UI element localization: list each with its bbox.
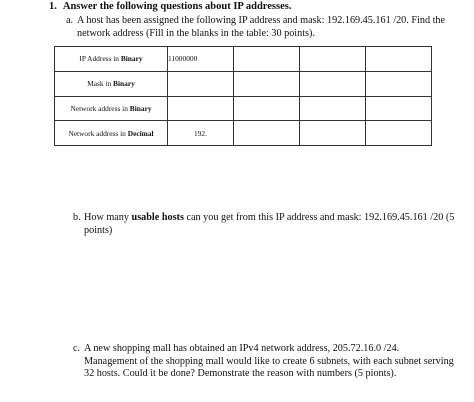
table-row-network-binary	[55, 96, 432, 121]
question-heading	[49, 1, 291, 12]
part-c-line-2: Management of the shopping mall would like to create 6 subnets, with each subnet serving	[84, 355, 454, 367]
table-cell-netdec-octet-2[interactable]	[234, 121, 300, 146]
table-cell-netbin-octet-2[interactable]	[234, 96, 300, 121]
table-cell-ip-octet-3[interactable]	[300, 47, 366, 72]
row-label-bold: Binary	[120, 54, 143, 64]
table-cell-ip-octet-4[interactable]	[366, 47, 432, 72]
row-label-mask-binary	[55, 71, 168, 96]
ip-address-table	[54, 46, 432, 146]
part-b-usable-hosts: usable hosts	[131, 212, 184, 223]
question-number: 1.	[49, 1, 57, 12]
part-c-text	[84, 343, 468, 381]
row-label-network-binary	[55, 96, 168, 121]
part-b-line-2: points)	[84, 224, 113, 236]
row-label-prefix: Network address in	[70, 103, 130, 113]
row-label-prefix: Mask in	[87, 79, 114, 89]
table-cell-mask-octet-1[interactable]	[168, 71, 234, 96]
table-row-mask-binary	[55, 71, 432, 96]
part-a-line-2: network address (Fill in the blanks in the table: 30 points).	[77, 27, 315, 39]
table-cell-netbin-octet-3[interactable]	[300, 96, 366, 121]
part-b-line-1-prefix: How many	[84, 212, 132, 223]
table-row-ip-binary	[55, 47, 432, 72]
part-c-line-3: 32 hosts. Could it be done? Demonstrate the reason with numbers (5 pionts).	[84, 368, 397, 379]
part-c-line-1: A new shopping mall has obtained an IPv4 network address, 205.72.16.0 /24.	[84, 343, 400, 354]
table-cell-mask-octet-3[interactable]	[300, 71, 366, 96]
table-cell-netdec-octet-3[interactable]	[300, 121, 366, 146]
part-b-line-1	[84, 212, 468, 225]
row-label-bold: Decimal	[127, 128, 154, 138]
table-cell-ip-octet-1[interactable]: 11000000	[168, 47, 234, 72]
row-label-prefix: Network address in	[68, 128, 128, 138]
table-cell-mask-octet-4[interactable]	[366, 71, 432, 96]
table-cell-ip-octet-2[interactable]	[234, 47, 300, 72]
part-b-text	[84, 212, 468, 237]
table-cell-netdec-octet-4[interactable]	[366, 121, 432, 146]
row-label-bold: Binary	[129, 103, 152, 113]
table-cell-netbin-octet-1[interactable]	[168, 96, 234, 121]
part-c-letter: c.	[73, 343, 81, 354]
part-b-letter: b.	[73, 212, 81, 223]
part-a-line-1: A host has been assigned the following IP address and mask: 192.169.45.161 /20. Find the	[77, 15, 446, 26]
row-label-bold: Binary	[113, 79, 135, 89]
table-cell-mask-octet-2[interactable]	[234, 71, 300, 96]
part-b-line-1-suffix: can you get from this IP address and mask: 192.169.45.161 /20 (5	[183, 212, 455, 223]
table-cell-netbin-octet-4[interactable]	[366, 96, 432, 121]
row-label-prefix: IP Address in	[79, 54, 121, 64]
part-a-text	[77, 15, 467, 40]
part-a-letter: a.	[66, 15, 74, 26]
row-label-network-decimal	[55, 121, 168, 146]
table-row-network-decimal	[55, 121, 432, 146]
row-label-ip-binary	[55, 47, 168, 72]
question-title: Answer the following questions about IP addresses.	[62, 1, 292, 12]
table-cell-netdec-octet-1[interactable]: 192.	[168, 121, 234, 146]
